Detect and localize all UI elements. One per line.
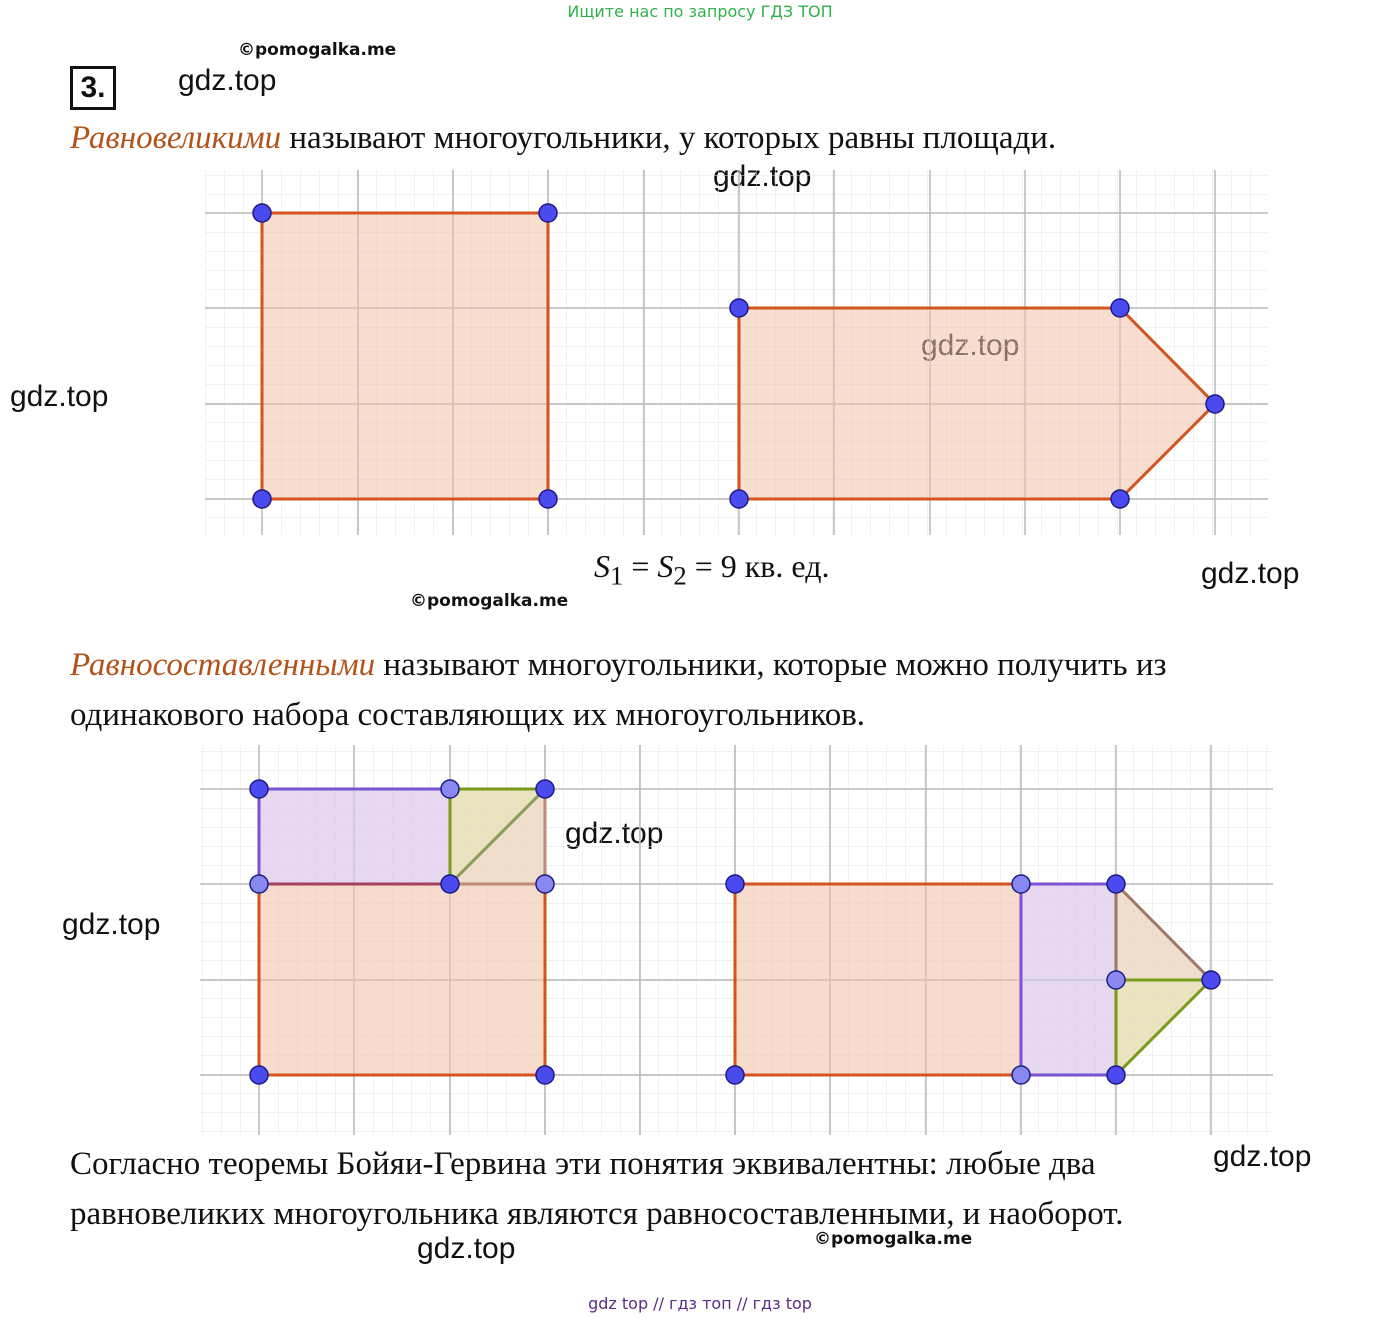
formula-sub1: 1	[610, 560, 624, 591]
definition-equidecomposable	[70, 640, 1167, 740]
term-equidecomposable: Равносоставленными	[70, 647, 376, 683]
area-formula	[594, 548, 829, 591]
definition2-text-line1: называют многоугольники, которые можно получить из	[375, 647, 1167, 683]
watermark-4: gdz.top	[10, 380, 109, 413]
copyright-2: ©pomogalka.me	[410, 591, 569, 611]
theorem-line-1: Согласно теоремы Бойяи-Гервина эти понятия эквивалентны: любые два	[70, 1146, 1096, 1182]
task-number: 3.	[70, 66, 116, 110]
formula-sub2: 2	[673, 560, 687, 591]
formula-s1: S	[594, 548, 610, 584]
watermark-1: gdz.top	[178, 64, 277, 97]
composed-big-rect-right	[735, 884, 1021, 1075]
watermark-7: gdz.top	[62, 908, 161, 941]
formula-eq1: =	[623, 548, 658, 584]
copyright-3: ©pomogalka.me	[814, 1229, 973, 1249]
definition-equal-area-text: называют многоугольники, у которых равны площади.	[281, 120, 1057, 156]
pentagon-figure	[739, 308, 1215, 499]
composed-big-rect-left	[259, 884, 545, 1075]
definition2-text-line2: одинакового набора составляющих их многоугольников.	[70, 697, 866, 733]
theorem-line-2: равновеликих многоугольника являются равносоставленными, и наоборот.	[70, 1196, 1124, 1232]
copyright-1: ©pomogalka.me	[238, 40, 397, 60]
footer-links[interactable]: gdz top // гдз топ // гдз top	[588, 1294, 812, 1313]
square-figure	[262, 213, 548, 499]
watermark-9: gdz.top	[417, 1232, 516, 1265]
watermark-8: gdz.top	[1213, 1140, 1312, 1173]
composed-purple-rect-right	[1021, 884, 1116, 1075]
composed-purple-rect-left	[259, 789, 450, 884]
formula-eq2: = 9 кв. ед.	[686, 548, 830, 584]
theorem-paragraph	[70, 1139, 1124, 1239]
top-banner: Ищите нас по запросу ГДЗ ТОП	[567, 2, 833, 21]
term-equal-area: Равновеликими	[70, 120, 282, 156]
watermark-5: gdz.top	[1201, 557, 1300, 590]
formula-s2: S	[657, 548, 674, 584]
definition-line-1	[70, 640, 1167, 690]
